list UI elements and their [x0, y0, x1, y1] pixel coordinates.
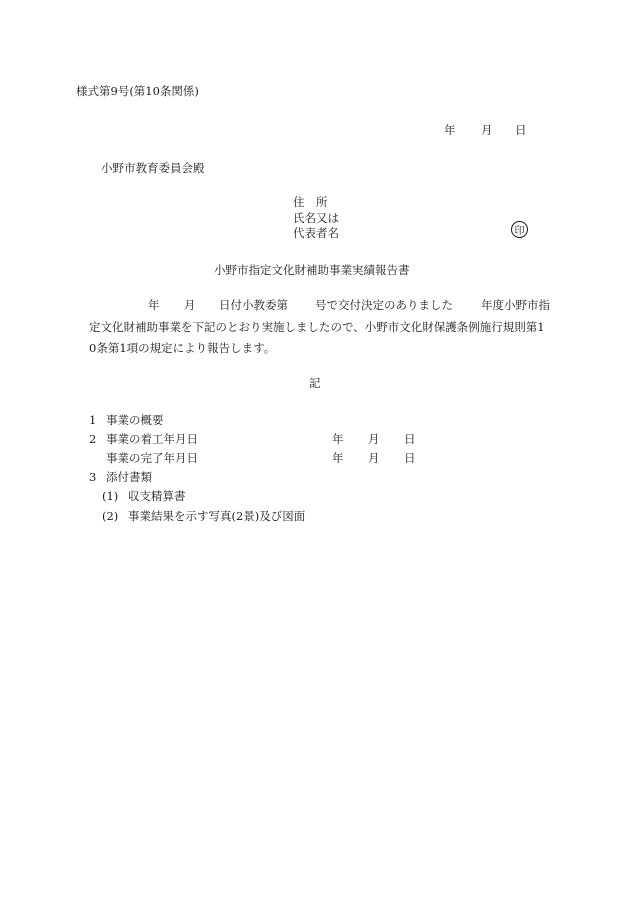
- body-line-2: 定文化財補助事業を下記のとおり実施しましたので、小野市文化財保護条例施行規則第1: [89, 320, 545, 334]
- body-year: 年: [148, 298, 160, 312]
- body-line-3: 0条第1項の規定により報告します。: [89, 341, 276, 355]
- seal-mark: 印: [511, 221, 528, 238]
- item-2-day: 日: [404, 432, 416, 446]
- sub-item-2-number: (2): [102, 509, 119, 523]
- date-day-label: 日: [515, 123, 527, 137]
- body-fiscal-year: 年度小野市指: [481, 298, 550, 312]
- date-year-label: 年: [444, 123, 456, 137]
- item-2-text: 事業の着工年月日: [106, 432, 198, 446]
- item-1-number: 1: [89, 413, 97, 427]
- sub-item-2-text: 事業結果を示す写真(2景)及び図面: [128, 509, 306, 523]
- sub-item-1-number: (1): [102, 489, 119, 503]
- name-label: 氏名又は: [293, 211, 339, 225]
- item-2-year: 年: [332, 432, 344, 446]
- form-number: 様式第9号(第10条関係): [76, 84, 199, 98]
- item-2b-month: 月: [368, 451, 380, 465]
- item-2b-day: 日: [404, 451, 416, 465]
- document-title: 小野市指定文化財補助事業実績報告書: [214, 263, 410, 277]
- representative-label: 代表者名: [293, 226, 339, 240]
- item-3-number: 3: [89, 470, 97, 484]
- ki-heading: 記: [309, 376, 321, 390]
- item-1-text: 事業の概要: [106, 413, 164, 427]
- sub-item-1-text: 収支精算書: [128, 489, 186, 503]
- body-number: 号で交付決定のありました: [315, 298, 453, 312]
- addressee: 小野市教育委員会殿: [101, 161, 205, 175]
- address-label: 住 所: [293, 195, 328, 209]
- body-month: 月: [184, 298, 196, 312]
- item-2-number: 2: [89, 432, 97, 446]
- body-day-ref: 日付小教委第: [219, 298, 288, 312]
- item-2b-text: 事業の完了年月日: [106, 451, 198, 465]
- item-3-text: 添付書類: [106, 470, 152, 484]
- item-2b-year: 年: [332, 451, 344, 465]
- item-2-month: 月: [368, 432, 380, 446]
- date-month-label: 月: [481, 123, 493, 137]
